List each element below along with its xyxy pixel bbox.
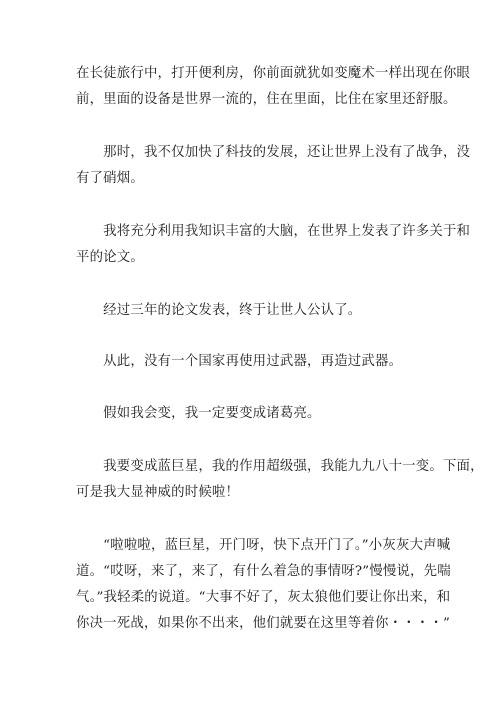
text-line: 我要变成蓝巨星，我的作用超级强，我能九九八十一变。下面， bbox=[76, 459, 484, 474]
text-line: 从此，没有一个国家再使用过武器，再造过武器。 bbox=[76, 354, 403, 369]
paragraph-3 bbox=[76, 219, 471, 271]
text-line: 我将充分利用我知识丰富的大脑，在世界上发表了许多关于和 bbox=[76, 224, 471, 239]
paragraph-4 bbox=[76, 298, 436, 324]
text-line: “啦啦啦，蓝巨星，开门呀，快下点开门了。”小灰灰大声喊 bbox=[76, 538, 451, 553]
text-line: 道。“哎呀，来了，来了，有什么着急的事情呀?”慢慢说，先喘 bbox=[76, 564, 451, 579]
paragraph-2 bbox=[76, 140, 471, 192]
text-line: 前，里面的设备是世界一流的，住在里面，比住在家里还舒服。 bbox=[76, 92, 457, 107]
paragraph-5 bbox=[76, 349, 436, 375]
text-line: 气。”我轻柔的说道。“大事不好了，灰太狼他们要让你出来，和 bbox=[76, 590, 451, 605]
paragraph-6 bbox=[76, 401, 436, 427]
text-line: 可是我大显神威的时候啦！ bbox=[76, 485, 240, 500]
text-line: 那时，我不仅加快了科技的发展，还让世界上没有了战争，没 bbox=[76, 145, 471, 160]
text-line: 你决一死战，如果你不出来，他们就要在这里等着你・・・・” bbox=[76, 616, 450, 631]
paragraph-7 bbox=[76, 454, 484, 506]
text-line: 有了硝烟。 bbox=[76, 171, 144, 186]
text-line: 假如我会变，我一定要变成诸葛亮。 bbox=[76, 406, 321, 421]
paragraph-1 bbox=[76, 61, 471, 113]
text-line: 平的论文。 bbox=[76, 250, 144, 265]
paragraph-8 bbox=[76, 533, 451, 637]
text-line: 经过三年的论文发表，终于让世人公认了。 bbox=[76, 303, 362, 318]
text-line: 在长徒旅行中，打开便利房，你前面就犹如变魔术一样出现在你眼 bbox=[76, 66, 471, 81]
